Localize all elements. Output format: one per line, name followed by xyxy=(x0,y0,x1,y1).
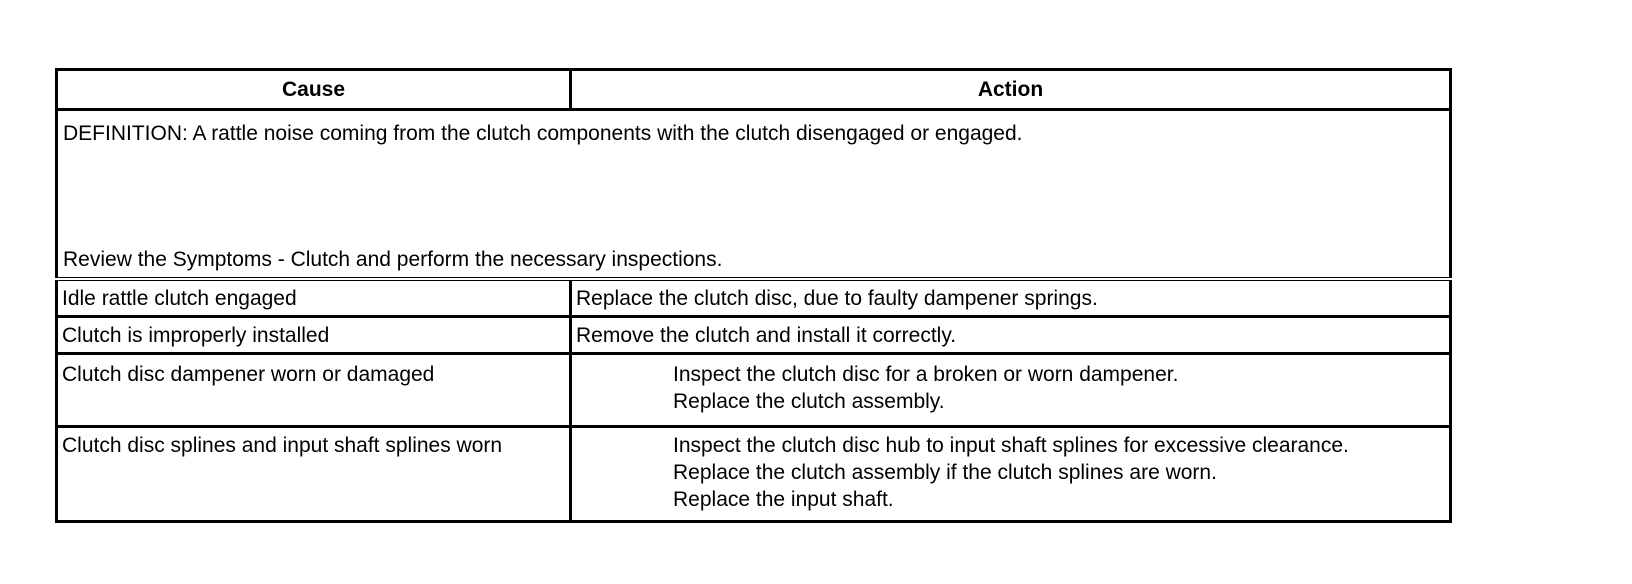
table-row xyxy=(57,279,1451,317)
definition-cell xyxy=(57,110,1451,280)
action-header: Action xyxy=(571,70,1451,110)
action-line: Replace the clutch assembly. xyxy=(673,390,945,413)
action-line: Replace the input shaft. xyxy=(673,488,894,511)
cause-cell: Clutch disc dampener worn or damaged xyxy=(57,354,571,427)
cause-header: Cause xyxy=(57,70,571,110)
table-row xyxy=(57,427,1451,522)
action-line: Replace the clutch assembly if the clutch splines are worn. xyxy=(673,461,1217,484)
action-cell xyxy=(571,354,1451,427)
action-cell: Replace the clutch disc, due to faulty dampener springs. xyxy=(571,279,1451,317)
action-line: Inspect the clutch disc hub to input shaft splines for excessive clearance. xyxy=(673,434,1349,457)
table-row xyxy=(57,354,1451,427)
definition-text: DEFINITION: A rattle noise coming from the clutch components with the clutch disengaged or engaged. xyxy=(63,122,1023,145)
cause-cell: Clutch is improperly installed xyxy=(57,317,571,354)
table-row xyxy=(57,317,1451,354)
header-row xyxy=(57,70,1451,110)
action-line: Inspect the clutch disc for a broken or worn dampener. xyxy=(673,363,1179,386)
cause-cell: Idle rattle clutch engaged xyxy=(57,279,571,317)
diagnosis-table xyxy=(55,68,1452,523)
action-cell xyxy=(571,427,1451,522)
definition-row xyxy=(57,110,1451,280)
cause-cell: Clutch disc splines and input shaft splines worn xyxy=(57,427,571,522)
review-text: Review the Symptoms - Clutch and perform the necessary inspections. xyxy=(63,248,723,271)
action-cell: Remove the clutch and install it correctly. xyxy=(571,317,1451,354)
